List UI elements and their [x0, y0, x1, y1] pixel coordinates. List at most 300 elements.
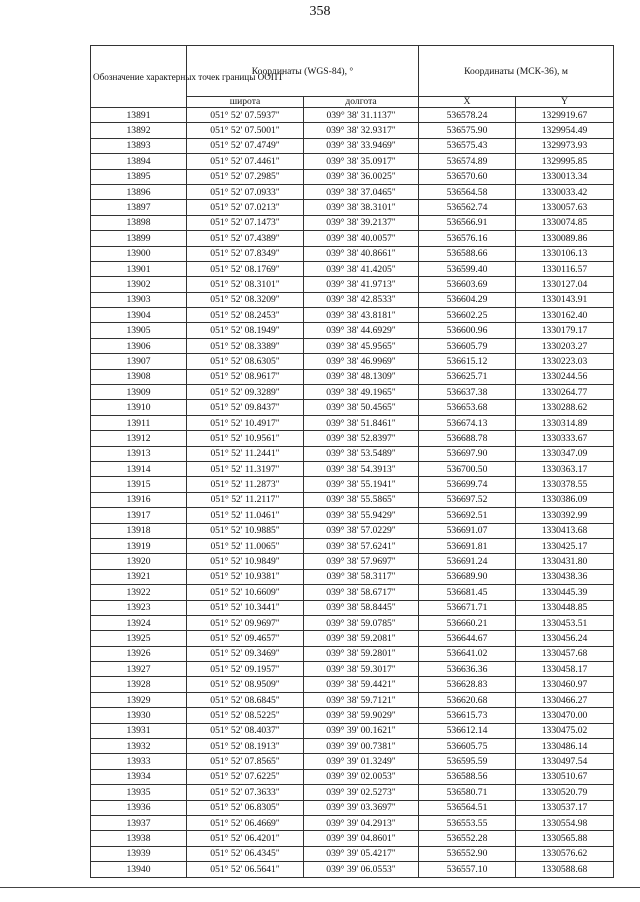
y-cell: 1330244.56 — [516, 369, 614, 384]
table-row — [91, 477, 614, 492]
x-cell: 536641.02 — [419, 646, 516, 661]
y-cell: 1330475.02 — [516, 723, 614, 738]
y-cell: 1330378.55 — [516, 477, 614, 492]
x-cell: 536562.74 — [419, 200, 516, 215]
y-cell: 1330497.54 — [516, 754, 614, 769]
point-id-cell: 13931 — [91, 723, 187, 738]
x-cell: 536575.90 — [419, 123, 516, 138]
y-cell: 1330013.34 — [516, 169, 614, 184]
longitude-cell: 039° 38' 58.6717" — [304, 585, 419, 600]
x-cell: 536557.10 — [419, 862, 516, 877]
table-row — [91, 631, 614, 646]
y-cell: 1330438.36 — [516, 569, 614, 584]
latitude-cell: 051° 52' 08.1913" — [187, 739, 304, 754]
table-row — [91, 769, 614, 784]
x-cell: 536692.51 — [419, 508, 516, 523]
latitude-cell: 051° 52' 10.9849" — [187, 554, 304, 569]
y-cell: 1330431.80 — [516, 554, 614, 569]
x-cell: 536637.38 — [419, 385, 516, 400]
y-cell: 1330033.42 — [516, 184, 614, 199]
point-id-cell: 13894 — [91, 154, 187, 169]
latitude-cell: 051° 52' 06.4345" — [187, 846, 304, 861]
y-cell: 1330565.88 — [516, 831, 614, 846]
latitude-cell: 051° 52' 09.9697" — [187, 615, 304, 630]
x-cell: 536671.71 — [419, 600, 516, 615]
latitude-cell: 051° 52' 08.6845" — [187, 692, 304, 707]
longitude-cell: 039° 38' 59.7121" — [304, 692, 419, 707]
longitude-cell: 039° 39' 00.1621" — [304, 723, 419, 738]
y-cell: 1330554.98 — [516, 815, 614, 830]
point-id-cell: 13925 — [91, 631, 187, 646]
latitude-cell: 051° 52' 06.4201" — [187, 831, 304, 846]
latitude-cell: 051° 52' 07.8349" — [187, 246, 304, 261]
latitude-cell: 051° 52' 07.5001" — [187, 123, 304, 138]
x-cell: 536595.59 — [419, 754, 516, 769]
table-row — [91, 261, 614, 276]
x-cell: 536699.74 — [419, 477, 516, 492]
y-cell: 1330510.67 — [516, 769, 614, 784]
point-id-cell: 13920 — [91, 554, 187, 569]
latitude-cell: 051° 52' 10.6609" — [187, 585, 304, 600]
table-row — [91, 200, 614, 215]
point-id-cell: 13903 — [91, 292, 187, 307]
table-row — [91, 846, 614, 861]
table-row — [91, 538, 614, 553]
longitude-cell: 039° 38' 51.8461" — [304, 415, 419, 430]
x-cell: 536575.43 — [419, 138, 516, 153]
point-id-cell: 13909 — [91, 385, 187, 400]
header-wgs84: Координаты (WGS-84), ° — [187, 46, 419, 97]
latitude-cell: 051° 52' 07.0213" — [187, 200, 304, 215]
x-cell: 536644.67 — [419, 631, 516, 646]
table-row — [91, 600, 614, 615]
point-id-cell: 13939 — [91, 846, 187, 861]
point-id-cell: 13907 — [91, 354, 187, 369]
table-row — [91, 554, 614, 569]
latitude-cell: 051° 52' 08.5225" — [187, 708, 304, 723]
longitude-cell: 039° 39' 03.3697" — [304, 800, 419, 815]
longitude-cell: 039° 38' 50.4565" — [304, 400, 419, 415]
point-id-cell: 13935 — [91, 785, 187, 800]
point-id-cell: 13900 — [91, 246, 187, 261]
point-id-cell: 13891 — [91, 108, 187, 123]
table-row — [91, 646, 614, 661]
longitude-cell: 039° 38' 55.5865" — [304, 492, 419, 507]
y-cell: 1330486.14 — [516, 739, 614, 754]
x-cell: 536628.83 — [419, 677, 516, 692]
longitude-cell: 039° 38' 58.8445" — [304, 600, 419, 615]
table-row — [91, 662, 614, 677]
x-cell: 536599.40 — [419, 261, 516, 276]
point-id-cell: 13938 — [91, 831, 187, 846]
table-row — [91, 246, 614, 261]
x-cell: 536564.51 — [419, 800, 516, 815]
y-cell: 1330386.09 — [516, 492, 614, 507]
longitude-cell: 039° 38' 42.8533" — [304, 292, 419, 307]
table-row — [91, 354, 614, 369]
y-cell: 1330466.27 — [516, 692, 614, 707]
x-cell: 536612.14 — [419, 723, 516, 738]
point-id-cell: 13934 — [91, 769, 187, 784]
longitude-cell: 039° 38' 40.8661" — [304, 246, 419, 261]
table-row — [91, 415, 614, 430]
latitude-cell: 051° 52' 10.4917" — [187, 415, 304, 430]
y-cell: 1330347.09 — [516, 446, 614, 461]
y-cell: 1330588.68 — [516, 862, 614, 877]
table-row — [91, 369, 614, 384]
y-cell: 1330057.63 — [516, 200, 614, 215]
x-cell: 536602.25 — [419, 308, 516, 323]
table-row — [91, 108, 614, 123]
point-id-cell: 13940 — [91, 862, 187, 877]
latitude-cell: 051° 52' 07.4461" — [187, 154, 304, 169]
point-id-cell: 13898 — [91, 215, 187, 230]
longitude-cell: 039° 38' 54.3913" — [304, 461, 419, 476]
point-id-cell: 13897 — [91, 200, 187, 215]
y-cell: 1330288.62 — [516, 400, 614, 415]
header-y: Y — [516, 97, 614, 108]
x-cell: 536674.13 — [419, 415, 516, 430]
longitude-cell: 039° 38' 52.8397" — [304, 431, 419, 446]
y-cell: 1330445.39 — [516, 585, 614, 600]
table-row — [91, 138, 614, 153]
table-row — [91, 431, 614, 446]
longitude-cell: 039° 39' 02.5273" — [304, 785, 419, 800]
x-cell: 536697.90 — [419, 446, 516, 461]
longitude-cell: 039° 38' 57.6241" — [304, 538, 419, 553]
table-row — [91, 692, 614, 707]
longitude-cell: 039° 38' 49.1965" — [304, 385, 419, 400]
x-cell: 536566.91 — [419, 215, 516, 230]
latitude-cell: 051° 52' 06.5641" — [187, 862, 304, 877]
x-cell: 536625.71 — [419, 369, 516, 384]
table-row — [91, 708, 614, 723]
y-cell: 1330314.89 — [516, 415, 614, 430]
table-row — [91, 385, 614, 400]
longitude-cell: 039° 38' 40.0057" — [304, 231, 419, 246]
y-cell: 1330333.67 — [516, 431, 614, 446]
latitude-cell: 051° 52' 10.9885" — [187, 523, 304, 538]
x-cell: 536605.75 — [419, 739, 516, 754]
longitude-cell: 039° 38' 57.9697" — [304, 554, 419, 569]
latitude-cell: 051° 52' 11.2441" — [187, 446, 304, 461]
y-cell: 1330264.77 — [516, 385, 614, 400]
point-id-cell: 13933 — [91, 754, 187, 769]
longitude-cell: 039° 38' 59.9029" — [304, 708, 419, 723]
point-id-cell: 13929 — [91, 692, 187, 707]
longitude-cell: 039° 38' 45.9565" — [304, 338, 419, 353]
table-row — [91, 446, 614, 461]
table-row — [91, 308, 614, 323]
table-row — [91, 169, 614, 184]
y-cell: 1329973.93 — [516, 138, 614, 153]
y-cell: 1330576.62 — [516, 846, 614, 861]
y-cell: 1330363.17 — [516, 461, 614, 476]
x-cell: 536660.21 — [419, 615, 516, 630]
header-latitude: широта — [187, 97, 304, 108]
point-id-cell: 13937 — [91, 815, 187, 830]
y-cell: 1330392.99 — [516, 508, 614, 523]
latitude-cell: 051° 52' 07.5937" — [187, 108, 304, 123]
latitude-cell: 051° 52' 07.4749" — [187, 138, 304, 153]
y-cell: 1330179.17 — [516, 323, 614, 338]
table-row — [91, 785, 614, 800]
latitude-cell: 051° 52' 07.8565" — [187, 754, 304, 769]
y-cell: 1330458.17 — [516, 662, 614, 677]
y-cell: 1330457.68 — [516, 646, 614, 661]
longitude-cell: 039° 38' 44.6929" — [304, 323, 419, 338]
x-cell: 536588.66 — [419, 246, 516, 261]
y-cell: 1330106.13 — [516, 246, 614, 261]
latitude-cell: 051° 52' 09.4657" — [187, 631, 304, 646]
y-cell: 1330453.51 — [516, 615, 614, 630]
longitude-cell: 039° 38' 41.4205" — [304, 261, 419, 276]
latitude-cell: 051° 52' 08.3209" — [187, 292, 304, 307]
table-row — [91, 831, 614, 846]
y-cell: 1330116.57 — [516, 261, 614, 276]
table-row — [91, 508, 614, 523]
x-cell: 536564.58 — [419, 184, 516, 199]
table-row — [91, 184, 614, 199]
longitude-cell: 039° 38' 43.8181" — [304, 308, 419, 323]
x-cell: 536691.81 — [419, 538, 516, 553]
x-cell: 536604.29 — [419, 292, 516, 307]
latitude-cell: 051° 52' 08.1949" — [187, 323, 304, 338]
latitude-cell: 051° 52' 09.3469" — [187, 646, 304, 661]
point-id-cell: 13936 — [91, 800, 187, 815]
longitude-cell: 039° 38' 31.1137" — [304, 108, 419, 123]
page-number: 358 — [309, 4, 331, 19]
longitude-cell: 039° 38' 58.3117" — [304, 569, 419, 584]
x-cell: 536570.60 — [419, 169, 516, 184]
table-row — [91, 492, 614, 507]
x-cell: 536588.56 — [419, 769, 516, 784]
y-cell: 1330089.86 — [516, 231, 614, 246]
point-id-cell: 13921 — [91, 569, 187, 584]
x-cell: 536620.68 — [419, 692, 516, 707]
x-cell: 536576.16 — [419, 231, 516, 246]
point-id-cell: 13911 — [91, 415, 187, 430]
x-cell: 536688.78 — [419, 431, 516, 446]
longitude-cell: 039° 39' 00.7381" — [304, 739, 419, 754]
latitude-cell: 051° 52' 11.0065" — [187, 538, 304, 553]
x-cell: 536605.79 — [419, 338, 516, 353]
x-cell: 536578.24 — [419, 108, 516, 123]
point-id-cell: 13923 — [91, 600, 187, 615]
table-row — [91, 569, 614, 584]
table-row — [91, 523, 614, 538]
latitude-cell: 051° 52' 08.9509" — [187, 677, 304, 692]
latitude-cell: 051° 52' 07.2985" — [187, 169, 304, 184]
y-cell: 1329995.85 — [516, 154, 614, 169]
latitude-cell: 051° 52' 08.3101" — [187, 277, 304, 292]
y-cell: 1330460.97 — [516, 677, 614, 692]
longitude-cell: 039° 38' 41.9713" — [304, 277, 419, 292]
point-id-cell: 13927 — [91, 662, 187, 677]
header-longitude: долгота — [304, 97, 419, 108]
longitude-cell: 039° 38' 59.2081" — [304, 631, 419, 646]
latitude-cell: 051° 52' 06.8305" — [187, 800, 304, 815]
latitude-cell: 051° 52' 09.8437" — [187, 400, 304, 415]
x-cell: 536691.24 — [419, 554, 516, 569]
x-cell: 536615.73 — [419, 708, 516, 723]
latitude-cell: 051° 52' 08.1769" — [187, 261, 304, 276]
y-cell: 1330520.79 — [516, 785, 614, 800]
point-id-cell: 13928 — [91, 677, 187, 692]
x-cell: 536552.28 — [419, 831, 516, 846]
point-id-cell: 13916 — [91, 492, 187, 507]
y-cell: 1330127.04 — [516, 277, 614, 292]
table-row — [91, 292, 614, 307]
x-cell: 536553.55 — [419, 815, 516, 830]
table-row — [91, 615, 614, 630]
point-id-cell: 13932 — [91, 739, 187, 754]
point-id-cell: 13915 — [91, 477, 187, 492]
header-point-id: Обозначение характерных точек границы ООПТ — [91, 46, 187, 108]
point-id-cell: 13917 — [91, 508, 187, 523]
point-id-cell: 13926 — [91, 646, 187, 661]
point-id-cell: 13914 — [91, 461, 187, 476]
point-id-cell: 13904 — [91, 308, 187, 323]
x-cell: 536615.12 — [419, 354, 516, 369]
longitude-cell: 039° 38' 35.0917" — [304, 154, 419, 169]
table-row — [91, 677, 614, 692]
point-id-cell: 13902 — [91, 277, 187, 292]
longitude-cell: 039° 38' 32.9317" — [304, 123, 419, 138]
table-row — [91, 461, 614, 476]
x-cell: 536700.50 — [419, 461, 516, 476]
x-cell: 536552.90 — [419, 846, 516, 861]
x-cell: 536580.71 — [419, 785, 516, 800]
longitude-cell: 039° 38' 59.3017" — [304, 662, 419, 677]
latitude-cell: 051° 52' 11.3197" — [187, 461, 304, 476]
point-id-cell: 13908 — [91, 369, 187, 384]
longitude-cell: 039° 38' 59.4421" — [304, 677, 419, 692]
x-cell: 536681.45 — [419, 585, 516, 600]
table-row — [91, 338, 614, 353]
latitude-cell: 051° 52' 09.3289" — [187, 385, 304, 400]
table-row — [91, 277, 614, 292]
point-id-cell: 13899 — [91, 231, 187, 246]
latitude-cell: 051° 52' 07.6225" — [187, 769, 304, 784]
longitude-cell: 039° 39' 01.3249" — [304, 754, 419, 769]
longitude-cell: 039° 38' 39.2137" — [304, 215, 419, 230]
point-id-cell: 13893 — [91, 138, 187, 153]
table-row — [91, 815, 614, 830]
point-id-cell: 13912 — [91, 431, 187, 446]
latitude-cell: 051° 52' 08.9617" — [187, 369, 304, 384]
table-row — [91, 723, 614, 738]
latitude-cell: 051° 52' 10.3441" — [187, 600, 304, 615]
longitude-cell: 039° 38' 36.0025" — [304, 169, 419, 184]
header-msk36: Координаты (МСК-36), м — [419, 46, 614, 97]
longitude-cell: 039° 39' 02.0053" — [304, 769, 419, 784]
table-row — [91, 585, 614, 600]
longitude-cell: 039° 39' 04.8601" — [304, 831, 419, 846]
y-cell: 1329919.67 — [516, 108, 614, 123]
longitude-cell: 039° 38' 38.3101" — [304, 200, 419, 215]
point-id-cell: 13892 — [91, 123, 187, 138]
y-cell: 1330223.03 — [516, 354, 614, 369]
point-id-cell: 13913 — [91, 446, 187, 461]
table-row — [91, 754, 614, 769]
table-row — [91, 231, 614, 246]
x-cell: 536574.89 — [419, 154, 516, 169]
y-cell: 1330162.40 — [516, 308, 614, 323]
latitude-cell: 051° 52' 11.2117" — [187, 492, 304, 507]
point-id-cell: 13924 — [91, 615, 187, 630]
longitude-cell: 039° 39' 04.2913" — [304, 815, 419, 830]
x-cell: 536603.69 — [419, 277, 516, 292]
point-id-cell: 13910 — [91, 400, 187, 415]
y-cell: 1330203.27 — [516, 338, 614, 353]
x-cell: 536653.68 — [419, 400, 516, 415]
y-cell: 1330143.91 — [516, 292, 614, 307]
coordinates-table — [90, 45, 614, 878]
latitude-cell: 051° 52' 07.0933" — [187, 184, 304, 199]
table-row — [91, 215, 614, 230]
longitude-cell: 039° 39' 06.0553" — [304, 862, 419, 877]
latitude-cell: 051° 52' 10.9381" — [187, 569, 304, 584]
point-id-cell: 13922 — [91, 585, 187, 600]
longitude-cell: 039° 38' 48.1309" — [304, 369, 419, 384]
longitude-cell: 039° 38' 59.0785" — [304, 615, 419, 630]
table-body — [91, 108, 614, 878]
table-row — [91, 154, 614, 169]
table-row — [91, 800, 614, 815]
latitude-cell: 051° 52' 06.4669" — [187, 815, 304, 830]
latitude-cell: 051° 52' 08.4037" — [187, 723, 304, 738]
point-id-cell: 13906 — [91, 338, 187, 353]
latitude-cell: 051° 52' 08.3389" — [187, 338, 304, 353]
point-id-cell: 13918 — [91, 523, 187, 538]
point-id-cell: 13930 — [91, 708, 187, 723]
longitude-cell: 039° 38' 59.2801" — [304, 646, 419, 661]
latitude-cell: 051° 52' 07.3633" — [187, 785, 304, 800]
y-cell: 1329954.49 — [516, 123, 614, 138]
longitude-cell: 039° 38' 46.9969" — [304, 354, 419, 369]
y-cell: 1330537.17 — [516, 800, 614, 815]
latitude-cell: 051° 52' 11.0461" — [187, 508, 304, 523]
y-cell: 1330470.00 — [516, 708, 614, 723]
header-x: X — [419, 97, 516, 108]
table-row — [91, 123, 614, 138]
point-id-cell: 13895 — [91, 169, 187, 184]
point-id-cell: 13919 — [91, 538, 187, 553]
longitude-cell: 039° 38' 33.9469" — [304, 138, 419, 153]
y-cell: 1330425.17 — [516, 538, 614, 553]
table-row — [91, 323, 614, 338]
longitude-cell: 039° 38' 55.1941" — [304, 477, 419, 492]
latitude-cell: 051° 52' 10.9561" — [187, 431, 304, 446]
longitude-cell: 039° 38' 37.0465" — [304, 184, 419, 199]
x-cell: 536691.07 — [419, 523, 516, 538]
latitude-cell: 051° 52' 07.4389" — [187, 231, 304, 246]
latitude-cell: 051° 52' 11.2873" — [187, 477, 304, 492]
y-cell: 1330456.24 — [516, 631, 614, 646]
x-cell: 536697.52 — [419, 492, 516, 507]
x-cell: 536600.96 — [419, 323, 516, 338]
table-row — [91, 862, 614, 877]
longitude-cell: 039° 38' 53.5489" — [304, 446, 419, 461]
table-row — [91, 400, 614, 415]
table-row — [91, 739, 614, 754]
x-cell: 536636.36 — [419, 662, 516, 677]
point-id-cell: 13905 — [91, 323, 187, 338]
latitude-cell: 051° 52' 09.1957" — [187, 662, 304, 677]
latitude-cell: 051° 52' 07.1473" — [187, 215, 304, 230]
point-id-cell: 13896 — [91, 184, 187, 199]
